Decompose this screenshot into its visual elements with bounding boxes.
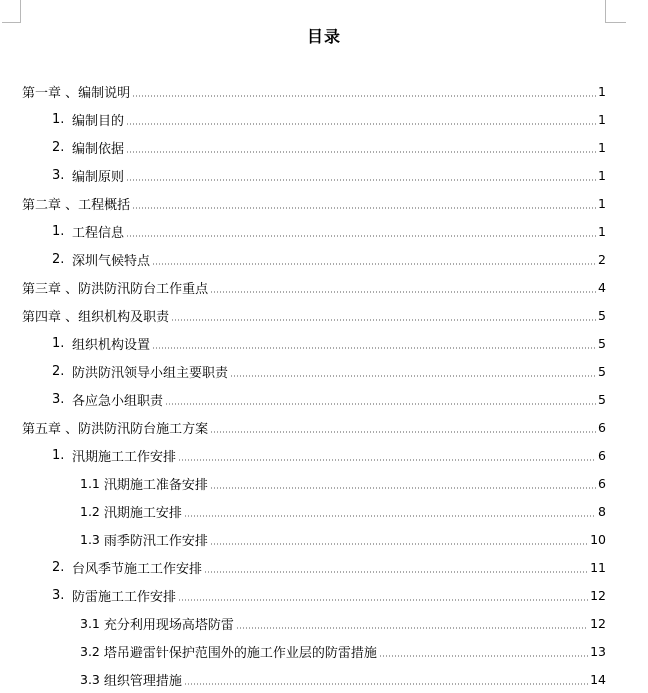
toc-entry-page-number: 6	[598, 475, 606, 491]
toc-entry-page-number: 1	[598, 111, 606, 127]
toc-dot-leader	[165, 393, 596, 405]
toc-dot-leader	[230, 365, 596, 377]
toc-entry-label[interactable]: 编制目的	[72, 113, 125, 129]
toc-dot-leader	[210, 421, 596, 433]
toc-entry-label[interactable]: 充分利用现场高塔防雷	[103, 617, 234, 633]
toc-entry-label[interactable]: 工程概括	[78, 197, 131, 213]
toc-entry-page-number: 6	[598, 419, 606, 435]
toc-dot-leader	[132, 85, 596, 97]
toc-entry[interactable]	[0, 609, 648, 637]
toc-entry-page-number: 8	[598, 503, 606, 519]
toc-entry-page-number: 11	[590, 559, 606, 575]
toc-entry-label[interactable]: 汛期施工安排	[103, 505, 182, 521]
toc-entry-number: 1.	[52, 335, 65, 351]
toc-entry-page-number: 14	[590, 671, 606, 687]
toc-entry[interactable]	[0, 665, 648, 693]
toc-dot-leader	[132, 197, 596, 209]
toc-entry-number: 3.2	[80, 643, 100, 659]
toc-entry-label[interactable]: 工程信息	[72, 225, 125, 241]
toc-entry-label[interactable]: 防洪防汛防台施工方案	[78, 421, 209, 437]
toc-entry-label[interactable]: 编制依据	[72, 141, 125, 157]
toc-entry-page-number: 5	[598, 335, 606, 351]
toc-entry-number: 2.	[52, 251, 65, 267]
toc-entry[interactable]	[0, 413, 648, 441]
toc-entry[interactable]	[0, 637, 648, 665]
toc-entry[interactable]	[0, 161, 648, 189]
toc-entry-number: 1.	[52, 111, 65, 127]
toc-entry-page-number: 1	[598, 223, 606, 239]
toc-entry-label[interactable]: 各应急小组职责	[72, 393, 164, 409]
toc-entry-page-number: 1	[598, 167, 606, 183]
toc-entry[interactable]	[0, 245, 648, 273]
toc-dot-leader	[210, 533, 588, 545]
toc-entry[interactable]	[0, 217, 648, 245]
toc-entry-label[interactable]: 编制说明	[78, 85, 131, 101]
table-of-contents	[0, 77, 648, 693]
toc-entry-label[interactable]: 深圳气候特点	[72, 253, 151, 269]
toc-dot-leader	[178, 589, 588, 601]
toc-entry-page-number: 4	[598, 279, 606, 295]
toc-entry-page-number: 6	[598, 447, 606, 463]
toc-dot-leader	[152, 253, 596, 265]
toc-entry-page-number: 10	[590, 531, 606, 547]
toc-entry-label[interactable]: 防洪防汛领导小组主要职责	[72, 365, 229, 381]
toc-entry-number: 第三章 、	[22, 281, 79, 297]
toc-entry-label[interactable]: 汛期施工准备安排	[103, 477, 208, 493]
toc-entry-label[interactable]: 防雷施工工作安排	[72, 589, 177, 605]
toc-entry[interactable]	[0, 357, 648, 385]
toc-dot-leader	[126, 169, 596, 181]
page-corner-mark-left	[2, 0, 21, 23]
page-corner-mark-right	[605, 0, 626, 23]
toc-entry[interactable]	[0, 385, 648, 413]
toc-entry-number: 第五章 、	[22, 421, 79, 437]
toc-dot-leader	[210, 477, 596, 489]
toc-entry-label[interactable]: 雨季防汛工作安排	[103, 533, 208, 549]
toc-dot-leader	[152, 337, 596, 349]
toc-entry[interactable]	[0, 301, 648, 329]
toc-dot-leader	[236, 617, 588, 629]
toc-dot-leader	[171, 309, 596, 321]
toc-entry-page-number: 5	[598, 391, 606, 407]
toc-dot-leader	[126, 113, 596, 125]
toc-entry-label[interactable]: 塔吊避雷针保护范围外的施工作业层的防雷措施	[103, 645, 377, 661]
toc-dot-leader	[184, 673, 588, 685]
toc-entry-label[interactable]: 组织机构设置	[72, 337, 151, 353]
toc-dot-leader	[178, 449, 596, 461]
toc-entry-label[interactable]: 组织管理措施	[103, 673, 182, 689]
toc-entry-page-number: 12	[590, 615, 606, 631]
toc-entry[interactable]	[0, 133, 648, 161]
toc-entry-number: 1.3	[80, 531, 100, 547]
toc-dot-leader	[184, 505, 596, 517]
toc-title: 目录	[306, 27, 341, 46]
toc-entry-number: 第一章 、	[22, 85, 79, 101]
toc-entry-number: 3.	[52, 391, 65, 407]
toc-entry-number: 2.	[52, 559, 65, 575]
toc-dot-leader	[204, 561, 588, 573]
toc-entry-number: 2.	[52, 363, 65, 379]
toc-entry-page-number: 5	[598, 363, 606, 379]
toc-entry-label[interactable]: 台风季节施工工作安排	[72, 561, 203, 577]
toc-entry-number: 1.	[52, 223, 65, 239]
toc-dot-leader	[126, 225, 596, 237]
toc-entry-number: 1.	[52, 447, 65, 463]
toc-entry-page-number: 1	[598, 139, 606, 155]
toc-entry-number: 2.	[52, 139, 65, 155]
toc-entry-page-number: 1	[598, 195, 606, 211]
toc-entry-page-number: 2	[598, 251, 606, 267]
toc-entry-label[interactable]: 汛期施工工作安排	[72, 449, 177, 465]
toc-entry-label[interactable]: 编制原则	[72, 169, 125, 185]
toc-entry[interactable]	[0, 581, 648, 609]
toc-entry-page-number: 5	[598, 307, 606, 323]
toc-entry[interactable]	[0, 525, 648, 553]
toc-entry[interactable]	[0, 189, 648, 217]
toc-dot-leader	[210, 281, 596, 293]
toc-entry[interactable]	[0, 329, 648, 357]
toc-entry-number: 1.1	[80, 475, 100, 491]
toc-entry-number: 第二章 、	[22, 197, 79, 213]
toc-entry[interactable]	[0, 273, 648, 301]
toc-entry-number: 第四章 、	[22, 309, 79, 325]
toc-entry[interactable]	[0, 105, 648, 133]
toc-dot-leader	[379, 645, 588, 657]
toc-entry-number: 3.1	[80, 615, 100, 631]
toc-dot-leader	[126, 141, 596, 153]
toc-entry-number: 1.2	[80, 503, 100, 519]
toc-entry[interactable]	[0, 77, 648, 105]
toc-entry-number: 3.3	[80, 671, 100, 687]
toc-entry-number: 3.	[52, 167, 65, 183]
toc-entry-page-number: 13	[590, 643, 606, 659]
toc-entry-page-number: 1	[598, 83, 606, 99]
toc-entry-label[interactable]: 防洪防汛防台工作重点	[78, 281, 209, 297]
toc-entry[interactable]	[0, 553, 648, 581]
toc-entry-page-number: 12	[590, 587, 606, 603]
toc-entry-label[interactable]: 组织机构及职责	[78, 309, 170, 325]
toc-entry[interactable]	[0, 497, 648, 525]
toc-entry[interactable]	[0, 441, 648, 469]
toc-entry[interactable]	[0, 469, 648, 497]
toc-entry-number: 3.	[52, 587, 65, 603]
